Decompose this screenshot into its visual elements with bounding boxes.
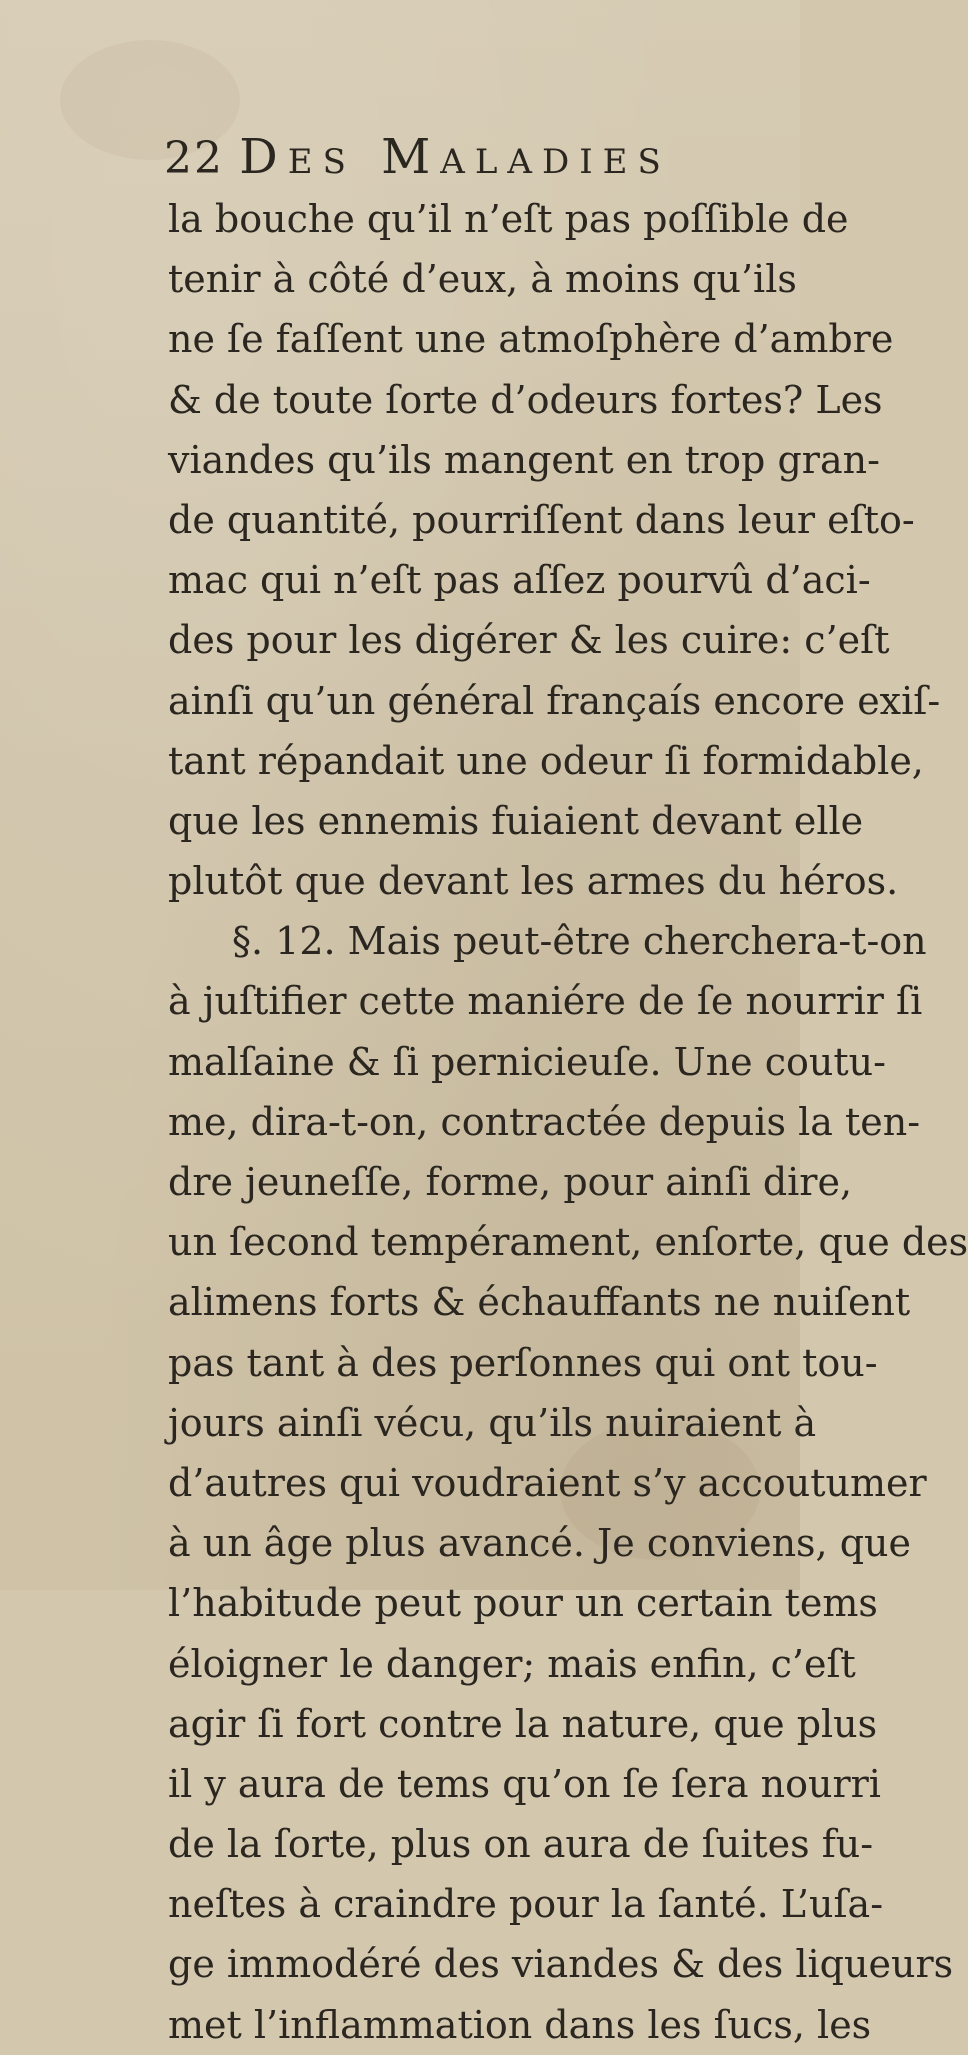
text-line: & de toute ſorte d’odeurs fortes? Les <box>168 377 883 422</box>
text-line: d’autres qui voudraient s’y accoutumer <box>168 1460 927 1505</box>
text-line: agir ſi fort contre la nature, que plus <box>168 1701 878 1746</box>
text-line: me, dira-t-on, contractée depuis la ten- <box>168 1099 921 1144</box>
text-line: pas tant à des perſonnes qui ont tou- <box>168 1340 878 1385</box>
text-line: éloigner le danger; mais enfin, c’eſt <box>168 1641 856 1686</box>
text-line: que les ennemis fuiaient devant elle <box>168 798 864 843</box>
running-head <box>164 122 804 192</box>
text-line: ainſi qu’un général françaís encore exiſ- <box>168 678 941 723</box>
text-line: de la ſorte, plus on aura de ſuites fu- <box>168 1822 874 1867</box>
text-line: jours ainſi vécu, qu’ils nuiraient à <box>168 1400 817 1445</box>
text-line: tant répandait une odeur ſi formidable, <box>168 738 924 783</box>
page-number: 22 <box>164 133 224 184</box>
text-line: ge immodéré des viandes & des liqueurs <box>168 1942 954 1987</box>
text-line: mac qui n’eſt pas aſſez pourvû d’aci- <box>168 558 871 603</box>
text-line: des pour les digérer & les cuire: c’eſt <box>168 618 890 663</box>
text-line: neſtes à craindre pour la ſanté. L’uſa- <box>168 1882 884 1927</box>
text-line: tenir à côté d’eux, à moins qu’ils <box>168 257 797 302</box>
text-line: §. 12. Mais peut-être cherchera-t-on <box>232 919 927 964</box>
text-line: ne ſe faſſent une atmoſphère d’ambre <box>168 317 894 362</box>
text-line: à un âge plus avancé. Je conviens, que <box>168 1521 911 1566</box>
text-line: viandes qu’ils mangent en trop gran- <box>168 437 880 482</box>
text-line: de quantité, pourriſſent dans leur eſto- <box>168 497 915 542</box>
text-line: l’habitude peut pour un certain tems <box>168 1581 878 1626</box>
body-text <box>168 189 968 2055</box>
text-line: la bouche qu’il n’eſt pas poſſible de <box>168 197 849 241</box>
running-title: Des Maladies <box>239 129 671 185</box>
text-line: il y aura de tems qu’on ſe ſera nourri <box>168 1761 881 1806</box>
text-line: alimens forts & échauffants ne nuiſent <box>168 1280 911 1325</box>
text-line: malſaine & ſi pernicieuſe. Une coutu- <box>168 1039 886 1084</box>
text-line: un ſecond tempérament, enſorte, que des <box>168 1220 968 1265</box>
text-line: dre jeuneſſe, forme, pour ainſi dire, <box>168 1160 853 1204</box>
text-line: met l’inflammation dans les ſucs, les <box>168 2002 872 2047</box>
text-line: à juſtifier cette maniére de ſe nourrir ſi <box>168 979 923 1024</box>
text-line: plutôt que devant les armes du héros. <box>168 859 899 904</box>
